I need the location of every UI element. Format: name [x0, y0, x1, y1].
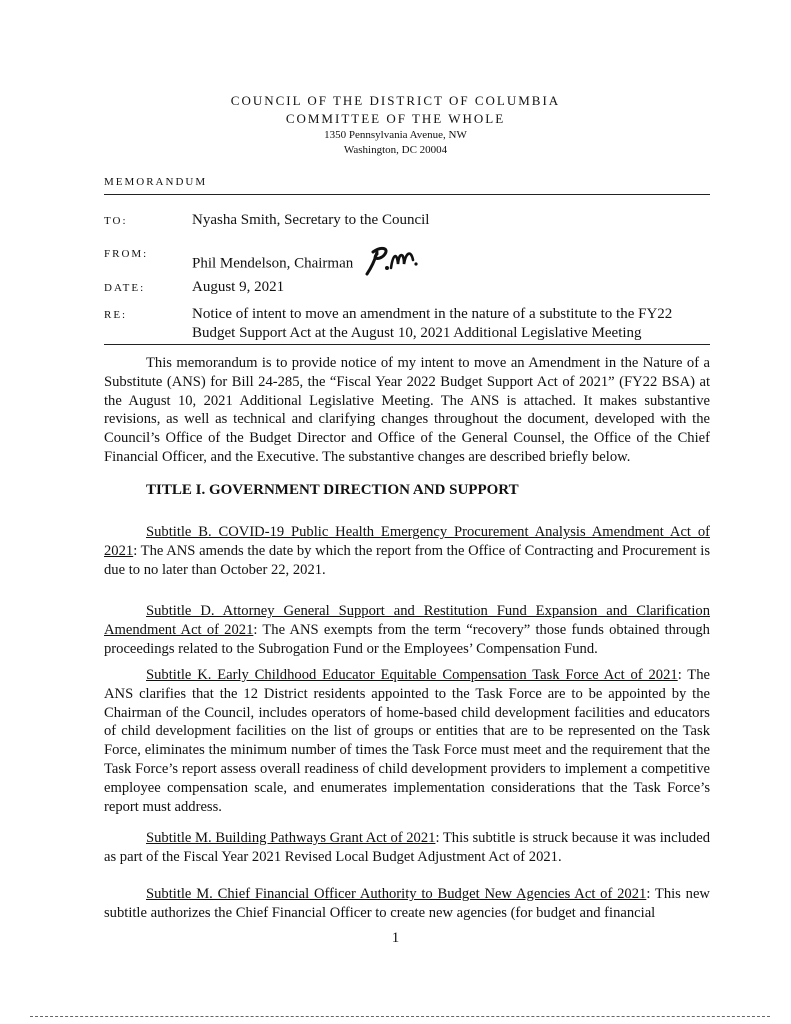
letterhead-city: Washington, DC 20004: [343, 144, 448, 156]
title-heading: TITLE I. GOVERNMENT DIRECTION AND SUPPORT: [146, 482, 519, 498]
date-value: August 9, 2021: [192, 279, 285, 295]
from-value: Phil Mendelson, Chairman: [192, 255, 354, 272]
subtitle-paragraph-k: [104, 666, 710, 816]
letterhead-street: 1350 Pennsylvania Avenue, NW: [324, 129, 467, 141]
header-bottom-rule: [104, 344, 710, 345]
re-value: Notice of intent to move an amendment in the nature of a substitute to the FY22 Budget Support Act at the August 10, 2021 Additional Legislative Meeting: [192, 306, 673, 341]
letterhead-committee: COMMITTEE OF THE WHOLE: [285, 111, 506, 126]
date-label: DATE:: [104, 282, 146, 294]
subtitle-paragraph-m-struck: [104, 829, 710, 867]
subtitle-title: Subtitle M. Building Pathways Grant Act of 2021: [146, 830, 436, 846]
subtitle-paragraph-b: [104, 523, 710, 579]
scan-edge-line: [30, 1016, 770, 1017]
memorandum-label: MEMORANDUM: [104, 176, 208, 188]
page-number: 1: [391, 930, 400, 946]
from-label: FROM:: [104, 248, 149, 260]
subtitle-paragraph-d: [104, 602, 710, 658]
header-top-rule: [104, 194, 710, 195]
subtitle-text: : This new subtitle authorizes the Chief Financial Officer to create new agencies (for budget and financial: [104, 886, 710, 921]
subtitle-text: : This subtitle is struck because it was included as part of the Fiscal Year 2021 Revised Local Budget Adjustment Act of 2021.: [104, 830, 711, 865]
subtitle-text: : The ANS exempts from the term “recovery” those funds obtained through proceedings related to the Subrogation Fund or the Employees’ Compensation Fund.: [104, 621, 710, 657]
letterhead-council: COUNCIL OF THE DISTRICT OF COLUMBIA: [230, 93, 561, 108]
subtitle-text: : The ANS clarifies that the 12 District residents appointed to the Task Force are to be appointed by the Chairman of the Council, includes operators of home-based child development facilities and educators of child development facilities on the list of groups or entities that are to be represented on the Task Force, eliminates the minimum number of times the Task Force must meet and the requirement that the Task Force’s report assess overall readiness of child development providers to implement a competitive employee compensation scale, and enumerates implementation considerations that the Task Force’s report must address.: [104, 667, 710, 815]
subtitle-title: Subtitle K. Early Childhood Educator Equitable Compensation Task Force Act of 2021: [146, 667, 678, 683]
re-label: RE:: [104, 309, 128, 321]
subtitle-paragraph-m-new: [104, 885, 710, 923]
to-label: TO:: [104, 215, 128, 227]
subtitle-title: Subtitle M. Chief Financial Officer Authority to Budget New Agencies Act of 2021: [146, 886, 647, 902]
to-value: Nyasha Smith, Secretary to the Council: [192, 212, 430, 228]
subtitle-title: Subtitle D. Attorney General Support and Restitution Fund Expansion and Clarification Amendment Act of 2021: [104, 603, 710, 638]
subtitle-text: : The ANS amends the date by which the report from the Office of Contracting and Procurement is due to no later than October 22, 2021.: [104, 542, 710, 578]
subtitle-title: Subtitle B. COVID-19 Public Health Emergency Procurement Analysis Amendment Act of 2021: [104, 524, 710, 559]
intro-paragraph: This memorandum is to provide notice of my intent to move an Amendment in the Nature of a Substitute (ANS) for Bill 24-285, the “Fiscal Year 2022 Budget Support Act of 2021” (FY22 BSA) at the August 10, 2021 Additional Legislative Meeting. The ANS is attached. It makes substantive revisions, as well as technical and clarifying changes throughout the document, developed with the Council’s Office of the Budget Director and Office of the General Counsel, the Office of the Chief Financial Officer, and the Executive. The substantive changes are described briefly below.: [104, 355, 710, 465]
letterhead: [0, 92, 791, 158]
